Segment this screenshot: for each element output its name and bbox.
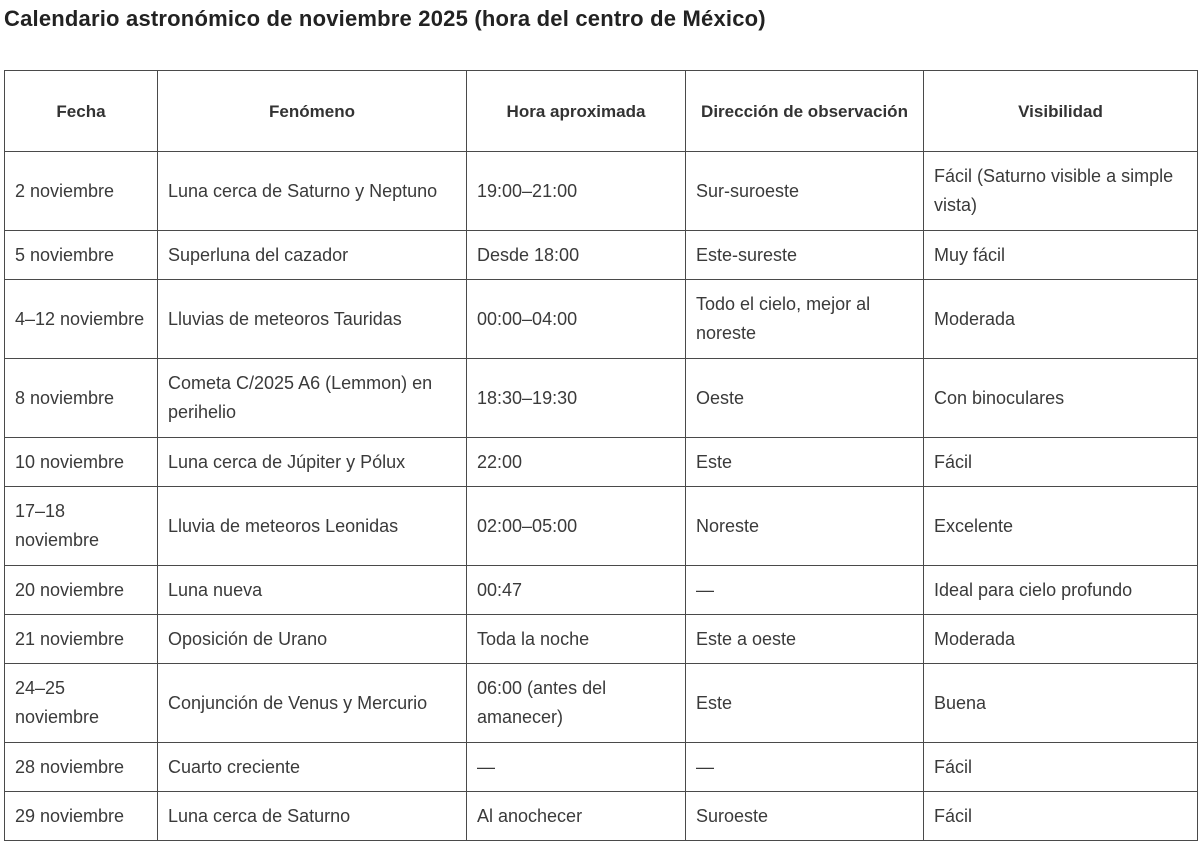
table-row (5, 359, 1198, 438)
cell-visibilidad: Muy fácil (924, 231, 1198, 280)
table-row (5, 664, 1198, 743)
table-row (5, 792, 1198, 841)
cell-fenomeno: Luna cerca de Saturno y Neptuno (158, 152, 467, 231)
table-row (5, 280, 1198, 359)
cell-fecha: 29 noviembre (5, 792, 158, 841)
cell-hora: 00:00–04:00 (467, 280, 686, 359)
header-fecha: Fecha (5, 71, 158, 152)
cell-fenomeno: Luna nueva (158, 566, 467, 615)
cell-fecha: 28 noviembre (5, 743, 158, 792)
header-hora: Hora aproximada (467, 71, 686, 152)
cell-visibilidad: Ideal para cielo profundo (924, 566, 1198, 615)
cell-fecha: 4–12 noviembre (5, 280, 158, 359)
cell-hora: 06:00 (antes del amanecer) (467, 664, 686, 743)
cell-visibilidad: Con binoculares (924, 359, 1198, 438)
cell-fecha: 10 noviembre (5, 438, 158, 487)
cell-direccion: Este-sureste (686, 231, 924, 280)
cell-hora: 18:30–19:30 (467, 359, 686, 438)
cell-visibilidad: Fácil (924, 743, 1198, 792)
header-direccion: Dirección de observación (686, 71, 924, 152)
header-row (5, 71, 1198, 152)
cell-visibilidad: Moderada (924, 280, 1198, 359)
cell-fenomeno: Lluvias de meteoros Tauridas (158, 280, 467, 359)
cell-hora: 02:00–05:00 (467, 487, 686, 566)
table-row (5, 566, 1198, 615)
cell-direccion: Este (686, 438, 924, 487)
cell-hora: 19:00–21:00 (467, 152, 686, 231)
cell-direccion: Sur-suroeste (686, 152, 924, 231)
cell-fecha: 17–18 noviembre (5, 487, 158, 566)
cell-fenomeno: Lluvia de meteoros Leonidas (158, 487, 467, 566)
cell-visibilidad: Buena (924, 664, 1198, 743)
cell-fenomeno: Superluna del cazador (158, 231, 467, 280)
cell-hora: — (467, 743, 686, 792)
table-row (5, 743, 1198, 792)
cell-fenomeno: Cometa C/2025 A6 (Lemmon) en perihelio (158, 359, 467, 438)
table-row (5, 487, 1198, 566)
cell-direccion: Oeste (686, 359, 924, 438)
cell-visibilidad: Fácil (Saturno visible a simple vista) (924, 152, 1198, 231)
cell-fecha: 24–25 noviembre (5, 664, 158, 743)
cell-fenomeno: Conjunción de Venus y Mercurio (158, 664, 467, 743)
cell-direccion: Este a oeste (686, 615, 924, 664)
cell-direccion: — (686, 743, 924, 792)
cell-fenomeno: Luna cerca de Saturno (158, 792, 467, 841)
header-fenomeno: Fenómeno (158, 71, 467, 152)
cell-visibilidad: Excelente (924, 487, 1198, 566)
cell-fenomeno: Cuarto creciente (158, 743, 467, 792)
cell-direccion: Noreste (686, 487, 924, 566)
table-row (5, 152, 1198, 231)
cell-fecha: 2 noviembre (5, 152, 158, 231)
cell-hora: 00:47 (467, 566, 686, 615)
cell-hora: Al anochecer (467, 792, 686, 841)
table-body (5, 152, 1198, 841)
table-row (5, 438, 1198, 487)
cell-direccion: Suroeste (686, 792, 924, 841)
astronomical-calendar-table (4, 70, 1198, 841)
cell-fenomeno: Oposición de Urano (158, 615, 467, 664)
cell-visibilidad: Moderada (924, 615, 1198, 664)
cell-direccion: — (686, 566, 924, 615)
cell-fecha: 5 noviembre (5, 231, 158, 280)
cell-fecha: 8 noviembre (5, 359, 158, 438)
table-row (5, 615, 1198, 664)
header-visibilidad: Visibilidad (924, 71, 1198, 152)
cell-hora: Desde 18:00 (467, 231, 686, 280)
table-header (5, 71, 1198, 152)
cell-visibilidad: Fácil (924, 438, 1198, 487)
table-row (5, 231, 1198, 280)
cell-hora: Toda la noche (467, 615, 686, 664)
cell-fecha: 20 noviembre (5, 566, 158, 615)
cell-hora: 22:00 (467, 438, 686, 487)
page-title: Calendario astronómico de noviembre 2025 (hora del centro de México) (4, 6, 766, 31)
cell-fecha: 21 noviembre (5, 615, 158, 664)
cell-visibilidad: Fácil (924, 792, 1198, 841)
cell-direccion: Este (686, 664, 924, 743)
cell-fenomeno: Luna cerca de Júpiter y Pólux (158, 438, 467, 487)
cell-direccion: Todo el cielo, mejor al noreste (686, 280, 924, 359)
